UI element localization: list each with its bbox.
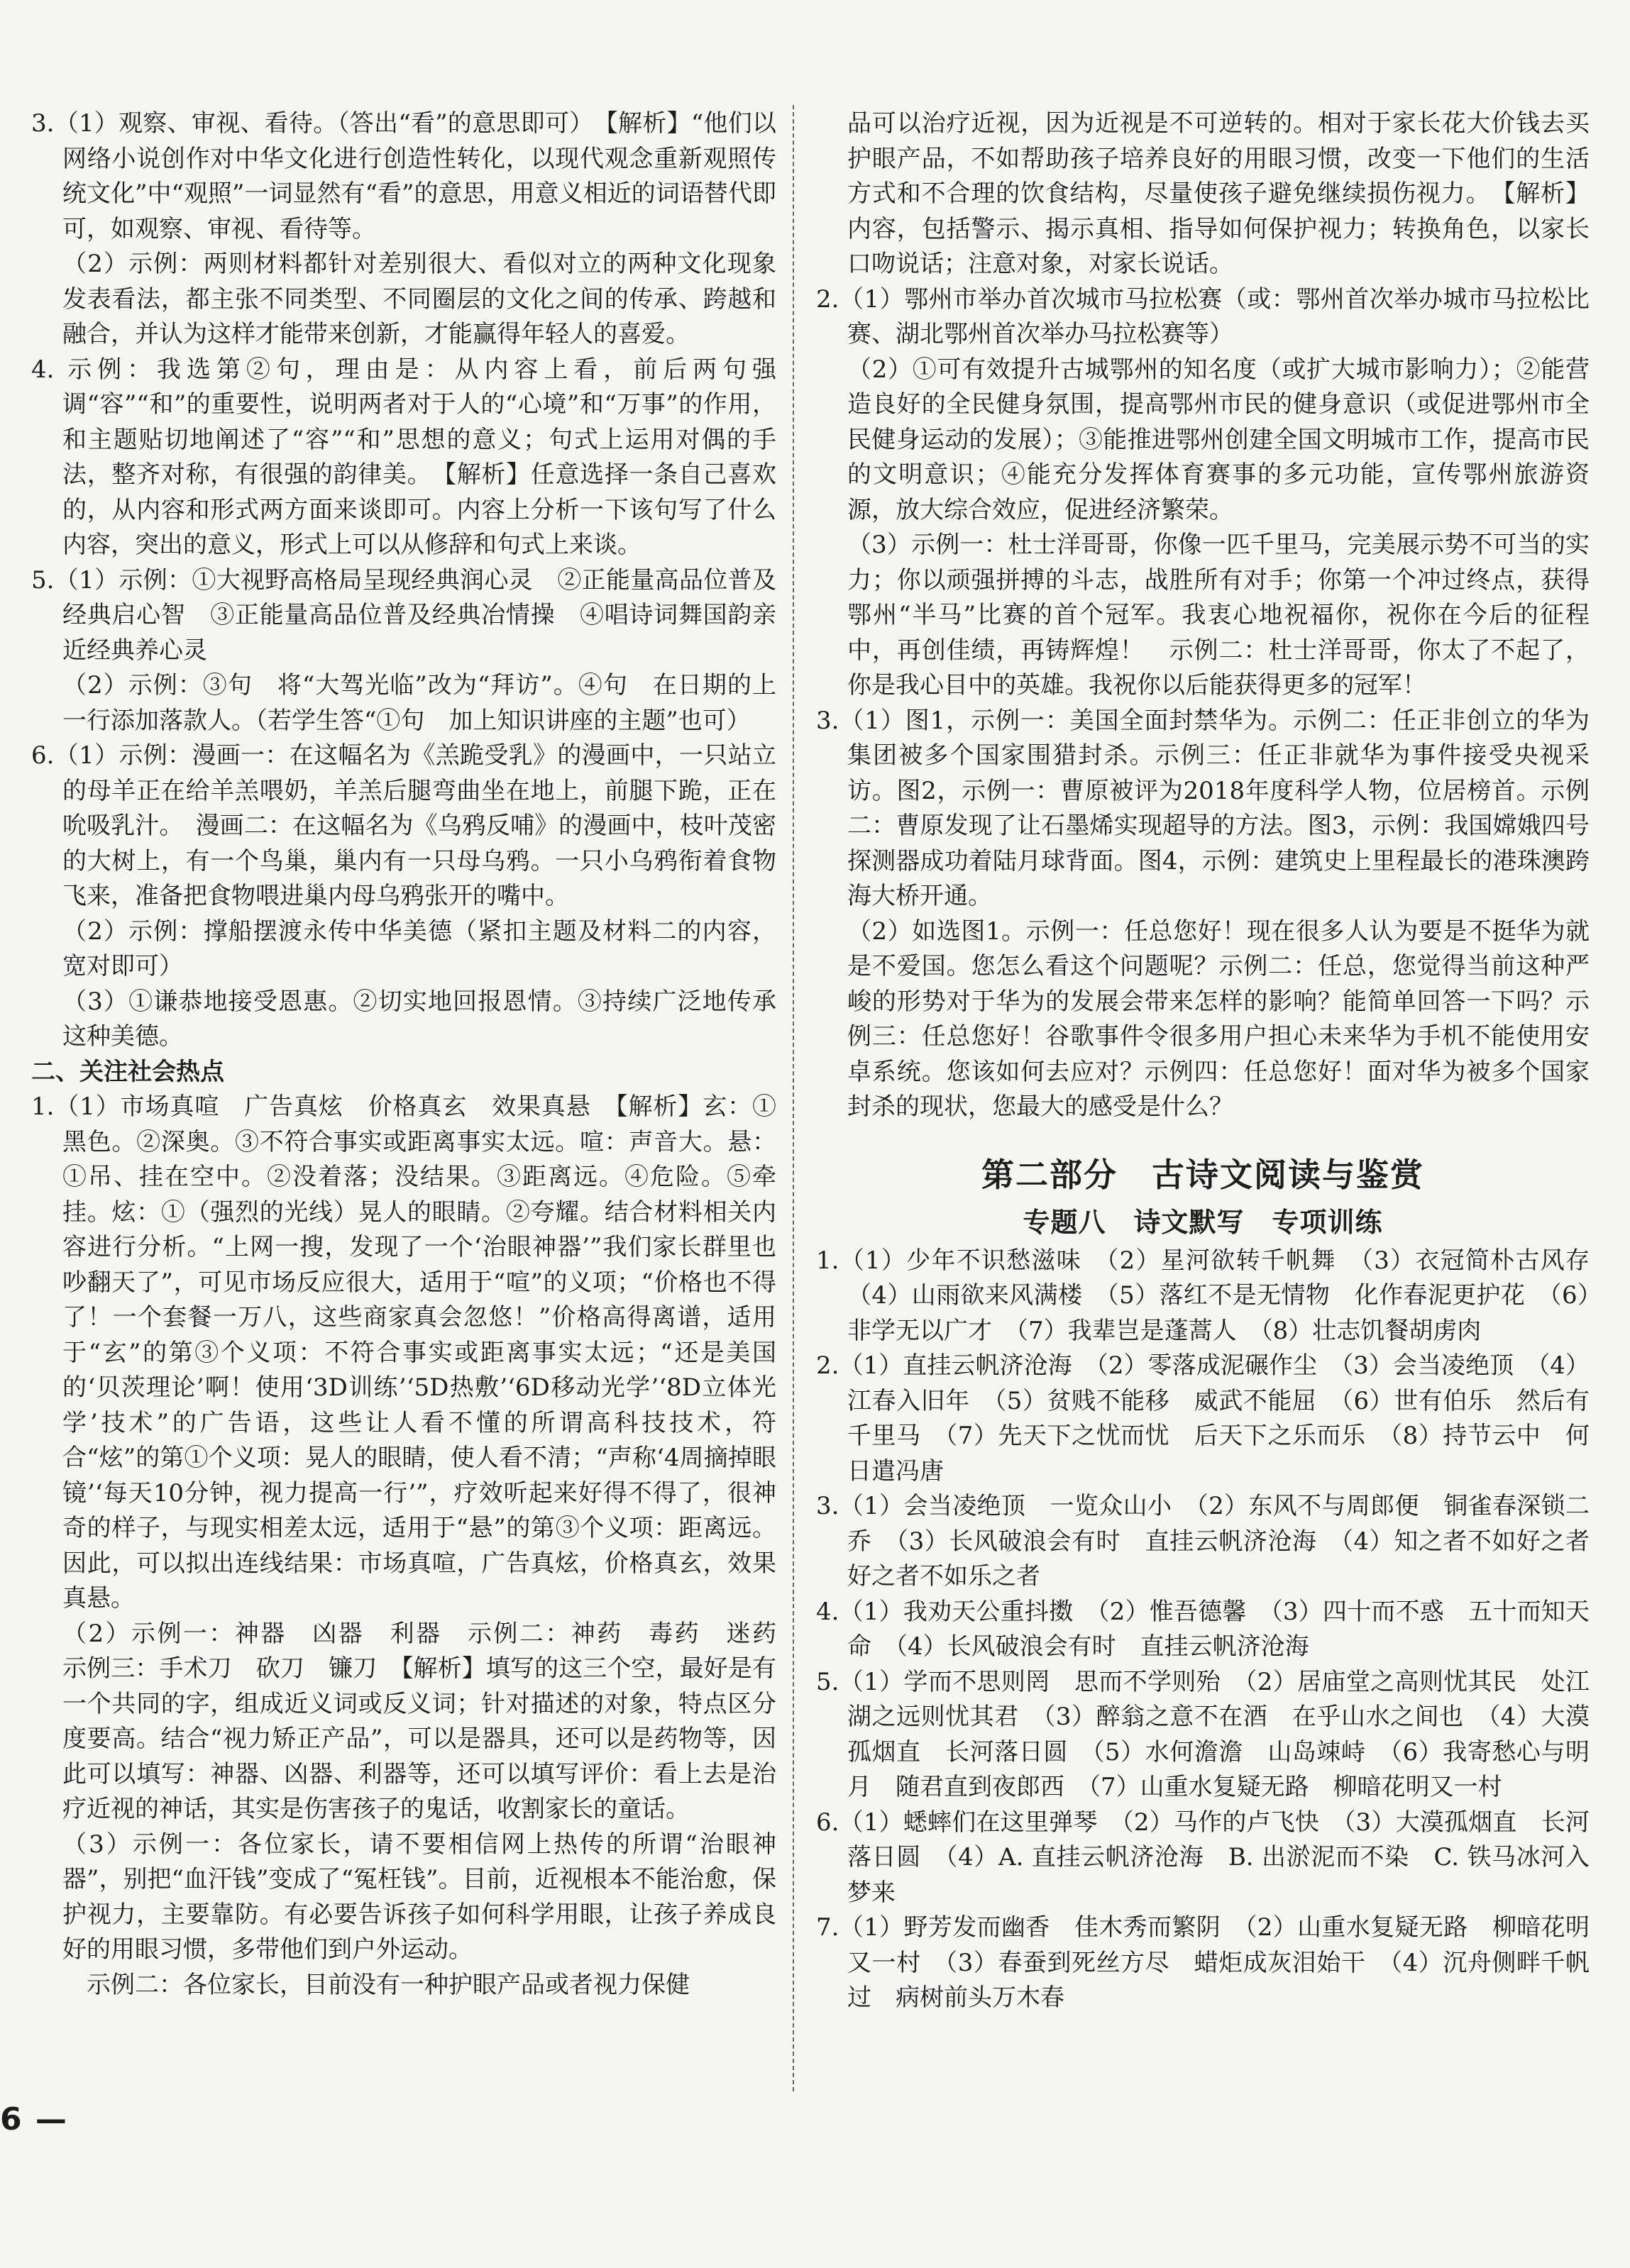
answer-subitem: （2）示例：两则材料都针对差别很大、看似对立的两种文化现象发表看法，都主张不同类型、不同圈层的文化之间的传承、跨越和融合，并认为这样才能带来创新，才能赢得年轻人的喜爱。 [62,250,776,348]
topic-title: 专题八 诗文默写 专项训练 [1023,1206,1383,1238]
answer-section-poetry-dictation [816,1244,1614,2016]
answer-item: 3.（1）会当凌绝顶 一览众山小 （2）东风不与周郎便 铜雀春深锁二乔 （3）长风破浪会有时 直挂云帆济沧海 （4）知之者不如好之者 好之者不如乐之者 [816,1492,1614,1591]
answer-subitem: （3）示例一：各位家长，请不要相信网上热传的所谓“治眼神器”，别把“血汗钱”变成了“冤枉钱”。目前，近视根本不能治愈，保护视力，主要靠防。有必要告诉孩子如何科学用眼，让孩子养成良好的用眼习惯，多带他们到户外运动。 [62,1830,776,1964]
page-number: 6 — [0,2101,68,2137]
answer-item: 4.（1）我劝天公重抖擞 （2）惟吾德馨 （3）四十而不惑 五十而知天命 （4）长风破浪会有时 直挂云帆济沧海 [816,1597,1590,1661]
answer-item: 2.（1）直挂云帆济沧海 （2）零落成泥碾作尘 （3）会当凌绝顶 （4）江春入旧年 （5）贫贱不能移 威武不能屈 （6）世有伯乐 然后有千里马 （7）先天下之忧而忧 后天下之乐而乐 （8）持节云中 何日遣冯唐 [816,1351,1590,1486]
answer-item: 2.（1）鄂州市举办首次城市马拉松赛（或：鄂州首次举办城市马拉松比赛、湖北鄂州首次举办马拉松赛等） [816,284,1590,348]
answer-item: 4. 示例：我选第②句，理由是：从内容上看，前后两句强调“容”“和”的重要性，说明两者对于人的“心境”和“万事”的作用，和主题贴切地阐述了“容”“和”思想的意义；句式上运用对偶的手法，整齐对称，有很强的韵律美。 【解析】任意选择一条自己喜欢的，从内容和形式两方面来谈即可。内容上分析一下该句写了什么内容，突出的意义，形式上可以从修辞和句式上来谈。 [31,355,776,559]
answer-item: 6.（1）蟋蟀们在这里弹琴 （2）马作的卢飞快 （3）大漠孤烟直 长河落日圆 （4）A. 直挂云帆济沧海 B. 出淤泥而不染 C. 铁马冰河入梦来 [816,1808,1590,1907]
answer-subitem: 品可以治疗近视，因为近视是不可逆转的。相对于家长花大价钱去买护眼产品，不如帮助孩子培养良好的用眼习惯，改变一下他们的生活方式和不合理的饮食结构，尽量使孩子避免继续损伤视力。 【解析】内容，包括警示、揭示真相、指导如何保护视力；转换角色，以家长口吻说话；注意对象，对家长说话。 [847,109,1590,278]
answer-subitem: （2）示例：撑船摆渡永传中华美德（紧扣主题及材料二的内容，宽对即可） [62,917,776,980]
answer-item: 7.（1）野芳发而幽香 佳木秀而繁阴 （2）山重水复疑无路 柳暗花明又一村 （3）春蚕到死丝方尽 蜡炬成灰泪始干 （4）沉舟侧畔千帆过 病树前头万木春 [816,1913,1590,2012]
part-title: 第二部分 古诗文阅读与鉴赏 [981,1155,1424,1194]
answer-subitem: （3）①谦恭地接受恩惠。②切实地回报恩情。③持续广泛地传承这种美德。 [62,987,776,1051]
answer-subitem: （2）如选图1。示例一：任总您好！现在很多人认为要是不挺华为就是不爱国。您怎么看这个问题呢？示例二：任总，您觉得当前这种严峻的形势对于华为的发展会带来怎样的影响？能简单回答一下吗？示例三：任总您好！谷歌事件令很多用户担心未来华为手机不能使用安卓系统。您该如何去应对？示例四：任总您好！面对华为被多个国家封杀的现状，您最大的感受是什么？ [847,917,1590,1121]
answer-section-social-hotspots-continued [816,106,1590,1125]
answer-item: 5.（1）学而不思则罔 思而不学则殆 （2）居庙堂之高则忧其民 处江湖之远则忧其君 （3）醉翁之意不在酒 在乎山水之间也 （4）大漠孤烟直 长河落日圆 （5）水何澹澹 山岛竦峙 （6）我寄愁心与明月 随君直到夜郎西 （7）山重水复疑无路 柳暗花明又一村 [816,1667,1590,1801]
answer-item: 1.（1）少年不识愁滋味 （2）星河欲转千帆舞 （3）衣冠简朴古风存 （4）山雨欲来风满楼 （5）落红不是无情物 化作春泥更护花 （6）非学无以广才 （7）我辈岂是蓬蒿人 （8）壮志饥餐胡虏肉 [816,1246,1614,1345]
answer-item: 6.（1）示例：漫画一：在这幅名为《羔跪受乳》的漫画中，一只站立的母羊正在给羊羔喂奶，羊羔后腿弯曲坐在地上，前腿下跪，正在吮吸乳汁。 漫画二：在这幅名为《乌鸦反哺》的漫画中，枝叶茂密的大树上，有一个鸟巢，巢内有一只母乌鸦。一只小乌鸦衔着食物飞来，准备把食物喂进巢内母乌鸦张开的嘴中。 [31,741,776,910]
answer-subitem: （2）①可有效提升古城鄂州的知名度（或扩大城市影响力）；②能营造良好的全民健身氛围，提高鄂州市民的健身意识（或促进鄂州市全民健身运动的发展）；③能推进鄂州创建全国文明城市工作，提高市民的文明意识；④能充分发挥体育赛事的多元功能，宣传鄂州旅游资源，放大综合效应，促进经济繁荣。 [847,355,1590,524]
answer-item: 1.（1）市场真喧 广告真炫 价格真玄 效果真悬 【解析】玄：①黑色。②深奥。③不符合事实或距离事实太远。喧：声音大。悬：①吊、挂在空中。②没着落；没结果。③距离远。④危险。⑤牵挂。炫：①（强烈的光线）晃人的眼睛。②夸耀。结合材料相关内容进行分析。“上网一搜，发现了一个‘治眼神器’”我们家长群里也吵翻天了”，可见市场反应很大，适用于“喧”的义项；“价格也不得了！一个套餐一万八，这些商家真会忽悠！”价格高得离谱，适用于“玄”的第③个义项：不符合事实或距离事实太远；“还是美国的‘贝茨理论’啊！使用‘3D训练’‘5D热敷’‘6D移动光学’‘8D立体光学’技术”的广告语，这些让人看不懂的所谓高科技技术，符合“炫”的第①个义项：晃人的眼睛，使人看不清；“声称‘4周摘掉眼镜’‘每天10分钟，视力提高一行’”，疗效听起来好得不得了，很神奇的样子，与现实相差太远，适用于“悬”的第③个义项：距离远。因此，可以拟出连线结果：市场真喧，广告真炫，价格真玄，效果真悬。 [31,1092,776,1613]
answer-subitem: 示例二：各位家长，目前没有一种护眼产品或者视力保健 [87,1970,690,1999]
answer-item: 5.（1）示例：①大视野高格局呈现经典润心灵 ②正能量高品位普及经典启心智 ③正能量高品位普及经典冶情操 ④唱诗词舞国韵亲近经典养心灵 [31,565,776,665]
answer-item: 3.（1）观察、审视、看待。（答出“看”的意思即可） 【解析】“他们以网络小说创作对中华文化进行创造性转化，以现代观念重新观照传统文化”中“观照”一词显然有“看”的意思，用意义相近的词语替代即可，如观察、审视、看待等。 [31,109,776,243]
answer-subitem: （2）示例一：神器 凶器 利器 示例二：神药 毒药 迷药 示例三：手术刀 砍刀 镰刀 【解析】填写的这三个空，最好是有一个共同的字，组成近义词或反义词；针对描述的对象，特点区分度要高。结合“视力矫正产品”，可以是器具，还可以是药物等，因此可以填写：神器、凶器、利器等，还可以填写评价：看上去是治疗近视的神话，其实是伤害孩子的鬼话，收割家长的童话。 [62,1619,800,1823]
answer-subitem: （3）示例一：杜士洋哥哥，你像一匹千里马，完美展示势不可当的实力；你以顽强拼搏的斗志，战胜所有对手；你第一个冲过终点，获得鄂州“半马”比赛的首个冠军。我衷心地祝福你，祝你在今后的征程中，再创佳绩，再铸辉煌！ 示例二：杜士洋哥哥，你太了不起了，你是我心目中的英雄。我祝你以后能获得更多的冠军！ [847,531,1590,699]
column-divider [793,105,794,2091]
answer-subitem: （2）示例：③句 将“大驾光临”改为“拜访”。④句 在日期的上一行添加落款人。（若学生答“①句 加上知识讲座的主题”也可） [62,671,776,735]
left-column [31,106,800,2003]
answer-item: 3.（1）图1，示例一：美国全面封禁华为。示例二：任正非创立的华为集团被多个国家围猎封杀。示例三：任正非就华为事件接受央视采访。图2，示例一：曹原被评为2018年度科学人物，位居榜首。示例二：曹原发现了让石墨烯实现超导的方法。图3，示例：我国嫦娥四号探测器成功着陆月球背面。图4，示例：建筑史上里程最长的港珠澳跨海大桥开通。 [816,706,1590,910]
section-heading: 二、关注社会热点 [31,1057,224,1086]
right-column [816,106,1614,2016]
